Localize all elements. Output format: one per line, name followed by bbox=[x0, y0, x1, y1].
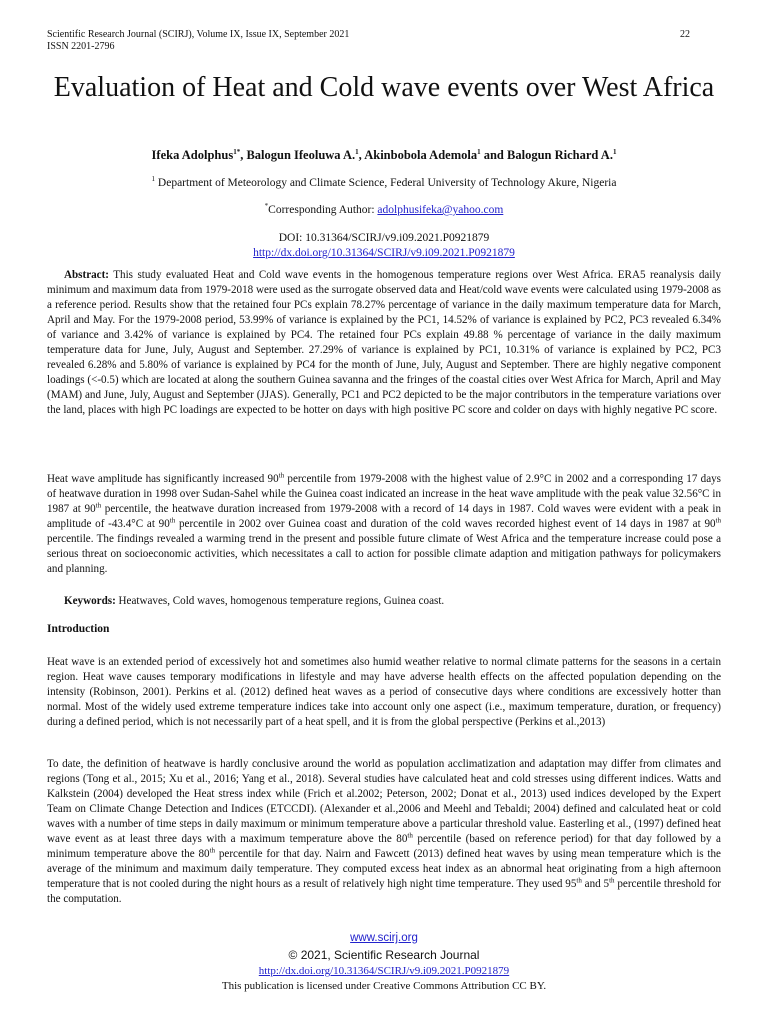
footer-copyright: © 2021, Scientific Research Journal bbox=[288, 948, 480, 962]
author-name: Balogun Richard A. bbox=[507, 148, 613, 162]
abstract-label: Abstract: bbox=[64, 269, 109, 281]
abstract-text: Heat wave amplitude has significantly increased 90 bbox=[47, 473, 279, 485]
keywords-label: Keywords: bbox=[64, 595, 116, 607]
doi-label: DOI: 10.31364/SCIRJ/v9.i09.2021.P0921879 bbox=[278, 232, 490, 244]
abstract-paragraph-2 bbox=[47, 472, 721, 577]
author-sup: 1* bbox=[233, 147, 241, 156]
keywords bbox=[47, 594, 721, 609]
intro-text: and 5 bbox=[581, 878, 610, 890]
ordinal-sup: th bbox=[95, 501, 102, 510]
abstract-text: percentile from 1979-2008 with the highest value of 2.9°C in 2002 and a corresponding 17 days of heatwave duration in 1998 over Sudan-Sahel while the Guinea coast indicated an increase in the heat wave amplitude with the peak value 32.56°C in 1987 at 90 bbox=[47, 473, 721, 515]
issn: ISSN 2201-2796 bbox=[47, 41, 115, 52]
author-sep: and bbox=[480, 148, 508, 162]
ordinal-sup: th bbox=[169, 516, 176, 525]
abstract-paragraph bbox=[47, 268, 721, 418]
affiliation-sup: 1 bbox=[151, 175, 156, 184]
ordinal-sup: th bbox=[576, 876, 582, 885]
intro-text: percentile (based on reference period) for that day followed by a minimum temperature above the 80 bbox=[47, 833, 721, 860]
intro-text: percentile threshold for the computation. bbox=[47, 878, 721, 905]
abstract-text: percentile, the heatwave duration increased from 1979-2008 with a record of 14 days in 1987. Cold waves were evident with a peak in amplitude of -43.4°C at 90 bbox=[47, 503, 721, 530]
abstract-text: percentile in 2002 over Guinea coast and duration of the cold waves recorded highest event of 14 days in 1987 at 90 bbox=[175, 518, 716, 530]
affiliation-text: Department of Meteorology and Climate Science, Federal University of Technology Akure, Nigeria bbox=[155, 177, 617, 189]
author-name: Akinbobola Ademola bbox=[364, 148, 478, 162]
intro-text: To date, the definition of heatwave is hardly conclusive around the world as population acclimatization and adaptation may differ from climates and regions (Tong et al., 2015; Xu et al., 2016; Yang et al., 2018). Several studies have calculated heat and cold stresses using different indices. Watts and Kalkstein (2004) developed the Heat stress index while (Frich et al.2002; Peterson, 2002; Donat et al., 2013) used indices developed by the Expert Team on Climate Change Detection and Indices (ETCCDI). (Alexander et al.,2006 and Meehl and Tebaldi; 2004) defined and calculated heat or cold waves with a number of time steps in daily maximum or minimum temperature above a particular threshold value. Easterling et al., (1997) defined heat wave event as at least three days with a maximum temperature above the 80 bbox=[47, 758, 721, 845]
author-name: Ifeka Adolphus bbox=[151, 148, 234, 162]
doi-link[interactable]: http://dx.doi.org/10.31364/SCIRJ/v9.i09.2021.P0921879 bbox=[253, 247, 515, 259]
author-sup: 1 bbox=[477, 147, 481, 156]
ordinal-sup: th bbox=[209, 846, 216, 855]
footer-license: This publication is licensed under Creative Commons Attribution CC BY. bbox=[221, 980, 547, 992]
author-sup: 1 bbox=[612, 147, 617, 156]
author-sup: 1 bbox=[355, 147, 359, 156]
doi-block bbox=[40, 231, 728, 261]
corresponding-label: Corresponding Author: bbox=[268, 204, 378, 216]
ordinal-sup: th bbox=[278, 471, 285, 480]
affiliation bbox=[40, 177, 728, 189]
abstract-text: percentile. The findings revealed a warming trend in the present and possible future climate of West Africa and the temperature increase could pose a serious threat on socioeconomic activities, which necessitates a call to action for possible climate adaption and mitigation pathways for policymakers and planning. bbox=[47, 533, 721, 575]
journal-line: Scientific Research Journal (SCIRJ), Volume IX, Issue IX, September 2021 bbox=[47, 29, 350, 40]
intro-paragraph-1: Heat wave is an extended period of excessively hot and sometimes also humid weather relative to normal climate patterns for the seasons in a certain region. Heat wave causes temporary modifications in lifestyle and may have adverse health effects on the affected population depending on the intensity (Robinson, 2001). Perkins et al. (2012) defined heat waves as a period of consecutive days where conditions are excessively hotter than normal. Most of the widely used extreme temperature indices take into account only one aspect (i.e., maximum temperature, duration, or frequency) during a defined period, which is not necessarily part of a heat spell, and it is from the global perspective (Perkins et al.,2013) bbox=[47, 656, 721, 728]
author-sep: , bbox=[240, 148, 247, 162]
section-heading: Introduction bbox=[47, 623, 110, 635]
corresponding-sup: * bbox=[264, 202, 269, 211]
ordinal-sup: th bbox=[407, 831, 413, 840]
author-sep: , bbox=[358, 148, 365, 162]
footer-doi bbox=[0, 965, 768, 977]
ordinal-sup: th bbox=[715, 516, 721, 525]
intro-paragraph-2 bbox=[47, 757, 721, 907]
footer-site bbox=[0, 932, 768, 944]
running-header bbox=[47, 29, 349, 53]
author-list bbox=[40, 148, 728, 163]
site-link[interactable]: www.scirj.org bbox=[350, 932, 418, 944]
keywords-text: Heatwaves, Cold waves, homogenous temperature regions, Guinea coast. bbox=[115, 595, 445, 607]
page-number: 22 bbox=[680, 29, 690, 40]
footer-doi-link[interactable]: http://dx.doi.org/10.31364/SCIRJ/v9.i09.2021.P0921879 bbox=[258, 965, 510, 977]
author-name: Balogun Ifeoluwa A. bbox=[246, 148, 356, 162]
paper-title: Evaluation of Heat and Cold wave events over West Africa bbox=[53, 72, 715, 103]
abstract-text: This study evaluated Heat and Cold wave events in the homogenous temperature regions over West Africa. ERA5 reanalysis daily minimum and maximum data from 1979-2018 were used as the surrogate observed data and Heat/cold wave events were calculated using 1979-2008 as a reference period. Results show that the retained four PCs explain 78.27% percentage of variance in the daily maximum temperature data for March, April and May. For the 1979-2008 period, 53.99% of variance is explained by the PC1, 14.52% of variance is explained by PC2, PC3 revealed 6.34% of variance and 3.42% of variance is explained by PC4. The retained four PCs explain 49.88 % percentage of variance in the daily maximum temperature data for June, July, August and September. 27.29% of variance is explained by PC1, 10.31% of variance is explained by PC2, PC3 revealed 6.28% and 5.80% of variance is explained by PC4 for the month of June, July, August and September. There are highly negative component loadings (<-0.5) which are located at along the southern Guinea savanna and the fringes of the coastal cities over West Africa for March, April and May (MAM) and June, July, August and September (JJAS). Generally, PC1 and PC2 depicted to be the major contributors in the temperature variations over the land, places with high PC loadings are expected to be hotter on days with high positive PC score and colder on days with highly negative PC score. bbox=[47, 269, 721, 416]
intro-text: percentile for that day. Nairn and Fawcett (2013) defined heat waves by using mean temperature which is the average of the minimum and maximum daily temperature. They computed excess heat index as an abnormal heat originating from a high afternoon temperature that is not cooled during the night hours as a result of relatively high night time temperature. They used 95 bbox=[47, 848, 721, 890]
email-link[interactable]: adolphusifeka@yahoo.com bbox=[377, 204, 504, 216]
ordinal-sup: th bbox=[609, 876, 615, 885]
corresponding-author bbox=[40, 204, 728, 216]
